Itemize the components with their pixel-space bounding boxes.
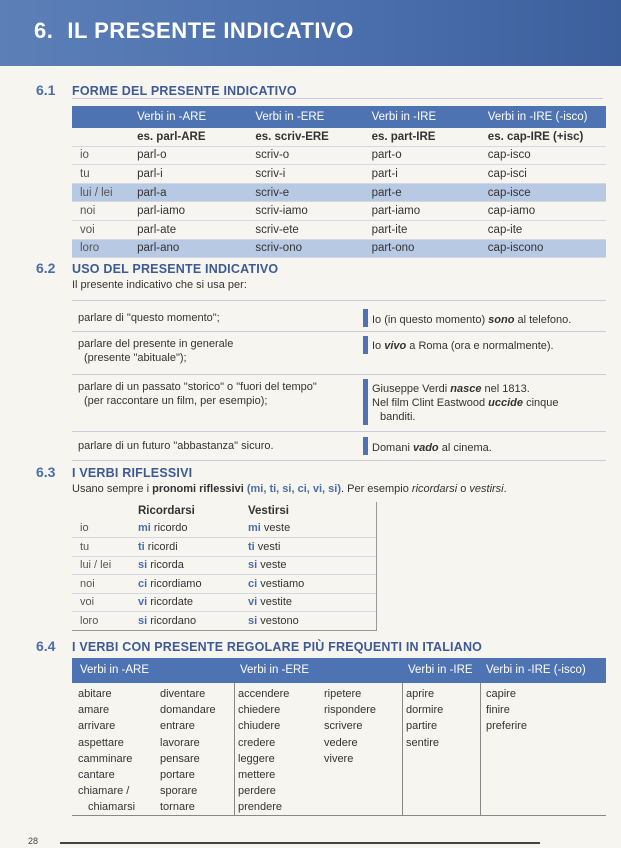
table-header: Verbi in -ARE Verbi in -ERE Verbi in -IRE Verbi in -IRE (-isco) — [72, 658, 606, 683]
table-row: lui / lei parl-a scriv-e part-e cap-isce — [72, 184, 606, 203]
example-row: es. parl-ARE es. scriv-ERE es. part-IRE es. cap-IRE (+isc) — [72, 128, 606, 147]
table-row: lui / lei si ricorda si veste — [72, 557, 376, 576]
reflexive-intro: Usano sempre i pronomi riflessivi (mi, ti, si, ci, vi, si). Per esempio ricordarsi o vestirsi. — [72, 483, 507, 495]
frequent-verbs-table — [72, 658, 606, 816]
usage-row: parlare di "questo momento"; Io (in questo momento) sono al telefono. — [72, 300, 606, 331]
usage-row: parlare di un passato "storico" o "fuori del tempo" (per raccontare un film, per esempio); Giuseppe Verdi nasce nel 1813. Nel film Clint Eastwood uccide cinque banditi. — [72, 374, 606, 431]
ire-col: aprire dormire partire sentire — [406, 688, 444, 749]
table-row: tu ti ricordi ti vesti — [72, 538, 376, 557]
table-header: Verbi in -ARE Verbi in -ERE Verbi in -IRE Verbi in -IRE (-isco) — [72, 106, 606, 128]
conjugation-table — [72, 106, 606, 258]
table-row: loro si ricordano si vestono — [80, 614, 299, 627]
table-row: io mi ricordo mi veste — [72, 520, 376, 539]
chapter-title-bar — [0, 0, 621, 66]
usage-row: parlare di un futuro "abbastanza" sicuro. Domani vado al cinema. — [72, 431, 606, 461]
ere-col-2: ripetere rispondere scrivere vedere vivere — [324, 688, 376, 765]
ere-col-1: accendere chiedere chiudere credere leggere mettere perdere prendere — [238, 688, 290, 814]
are-col-2: diventare domandare entrare lavorare pensare portare sporare tornare — [160, 688, 216, 814]
usage-intro: Il presente indicativo che si usa per: — [72, 279, 247, 291]
table-row: voi vi ricordate vi vestite — [72, 594, 376, 613]
table-row: noi parl-iamo scriv-iamo part-iamo cap-iamo — [72, 202, 606, 221]
usage-row: parlare del presente in generale (presente "abituale"); Io vivo a Roma (ora e normalmente). — [72, 331, 606, 374]
isco-col: capire finire preferire — [486, 688, 527, 733]
table-body — [72, 683, 606, 816]
usage-table — [72, 300, 606, 461]
chapter-title: 6. IL PRESENTE INDICATIVO — [34, 18, 354, 43]
section-6-2-heading: 6.2 USO DEL PRESENTE INDICATIVO — [36, 260, 279, 276]
table-row: loro parl-ano scriv-ono part-ono cap-iscono — [72, 240, 606, 259]
are-col-1: abitare amare arrivare aspettare camminare cantare chiamare / chiamarsi — [78, 688, 136, 814]
section-6-4-heading: 6.4 I VERBI CON PRESENTE REGOLARE PIÙ FREQUENTI IN ITALIANO — [36, 638, 483, 654]
table-row: noi ci ricordiamo ci vestiamo — [72, 575, 376, 594]
page-number: 28 — [28, 836, 39, 846]
reflexive-table — [72, 502, 377, 631]
table-row: tu parl-i scriv-i part-i cap-isci — [72, 165, 606, 184]
section-6-3-heading: 6.3 I VERBI RIFLESSIVI — [36, 464, 193, 480]
table-row: io parl-o scriv-o part-o cap-isco — [72, 147, 606, 166]
section-6-1-heading: 6.1 FORME DEL PRESENTE INDICATIVO — [36, 82, 297, 98]
section-rule — [72, 98, 603, 99]
table-header: Ricordarsi Vestirsi — [138, 504, 289, 517]
footer-rule — [60, 842, 540, 844]
table-row: voi parl-ate scriv-ete part-ite cap-ite — [72, 221, 606, 240]
